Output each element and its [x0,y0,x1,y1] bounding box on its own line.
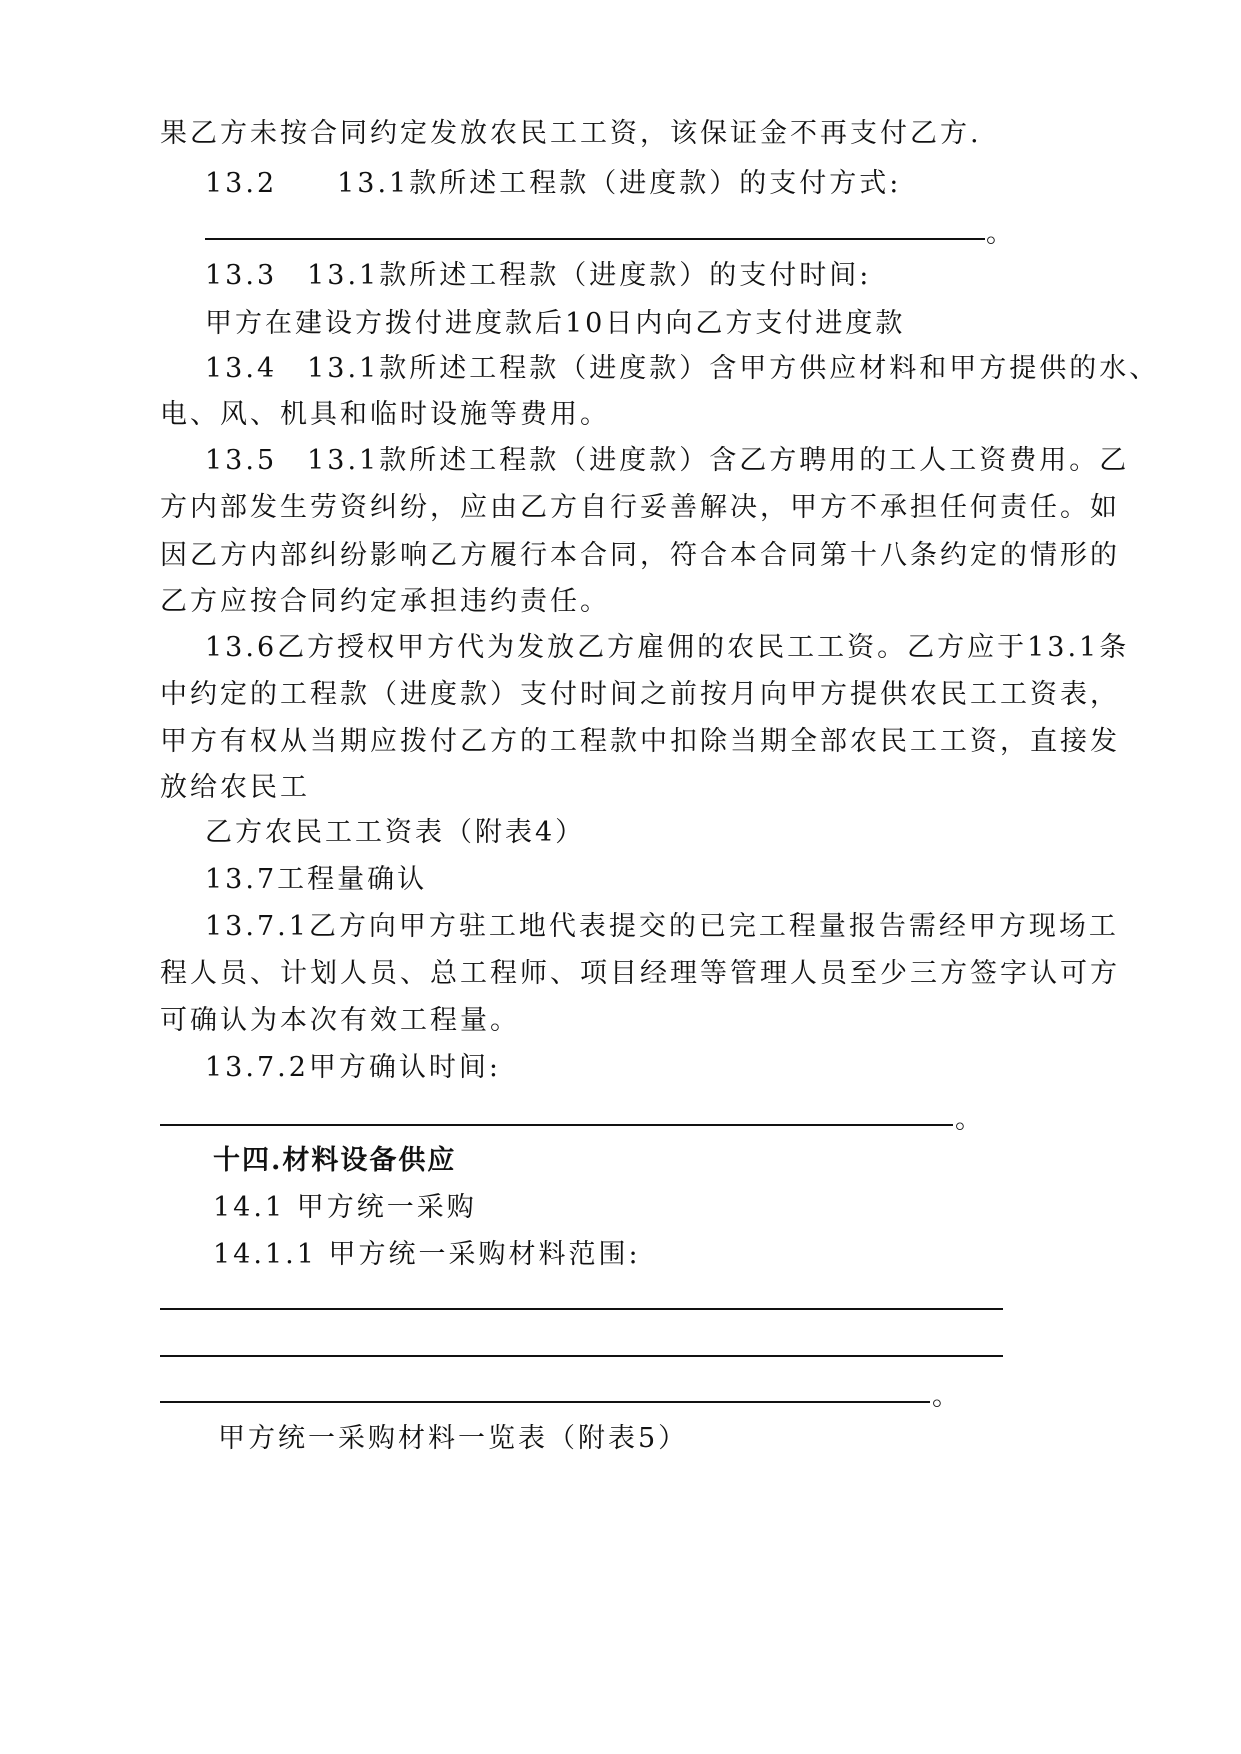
clause-13-2: 13.2 13.1款所述工程款（进度款）的支付方式: [205,168,902,199]
clause-13-7: 13.7工程量确认 [205,864,428,895]
text-line: 可确认为本次有效工程量。 [160,1005,520,1036]
appendix-4-reference: 乙方农民工工资表（附表4） [205,817,586,848]
blank-end-mark: 。 [986,218,1013,249]
blank-end-mark: 。 [955,1104,982,1135]
text-line: 中约定的工程款（进度款）支付时间之前按月向甲方提供农民工工资表， [160,679,1120,710]
text-line: 果乙方未按合同约定发放农民工工资，该保证金不再支付乙方. [160,118,982,149]
clause-13-7-2: 13.7.2甲方确认时间: [205,1052,501,1083]
fill-in-blank-line [160,1355,1003,1357]
clause-13-7-1: 13.7.1乙方向甲方驻工地代表提交的已完工程量报告需经甲方现场工 [205,911,1119,942]
clause-14-1: 14.1 甲方统一采购 [213,1192,477,1223]
blank-end-mark: 。 [932,1381,959,1412]
fill-in-blank-line [160,1308,1003,1310]
clause-13-6: 13.6乙方授权甲方代为发放乙方雇佣的农民工工资。乙方应于13.1条 [205,632,1130,663]
text-line: 放给农民工 [160,772,310,803]
text-line: 甲方有权从当期应拨付乙方的工程款中扣除当期全部农民工工资，直接发 [160,726,1120,757]
fill-in-blank-line [205,238,985,240]
clause-14-1-1: 14.1.1 甲方统一采购材料范围: [213,1239,641,1270]
text-line: 程人员、计划人员、总工程师、项目经理等管理人员至少三方签字认可方 [160,958,1120,989]
appendix-5-reference: 甲方统一采购材料一览表（附表5） [218,1423,689,1454]
clause-13-3: 13.3 13.1款所述工程款（进度款）的支付时间: [205,260,872,291]
section-14-heading: 十四.材料设备供应 [213,1145,457,1176]
fill-in-blank-line [160,1401,930,1403]
text-line: 因乙方内部纠纷影响乙方履行本合同，符合本合同第十八条约定的情形的 [160,540,1120,571]
text-line: 乙方应按合同约定承担违约责任。 [160,586,610,617]
clause-13-4: 13.4 13.1款所述工程款（进度款）含甲方供应材料和甲方提供的水、 [205,353,1160,384]
clause-13-5: 13.5 13.1款所述工程款（进度款）含乙方聘用的工人工资费用。乙 [205,445,1130,476]
fill-in-blank-line [160,1124,953,1126]
text-line: 电、风、机具和临时设施等费用。 [160,399,610,430]
text-line: 甲方在建设方拨付进度款后10日内向乙方支付进度款 [205,308,906,339]
text-line: 方内部发生劳资纠纷，应由乙方自行妥善解决，甲方不承担任何责任。如 [160,492,1120,523]
